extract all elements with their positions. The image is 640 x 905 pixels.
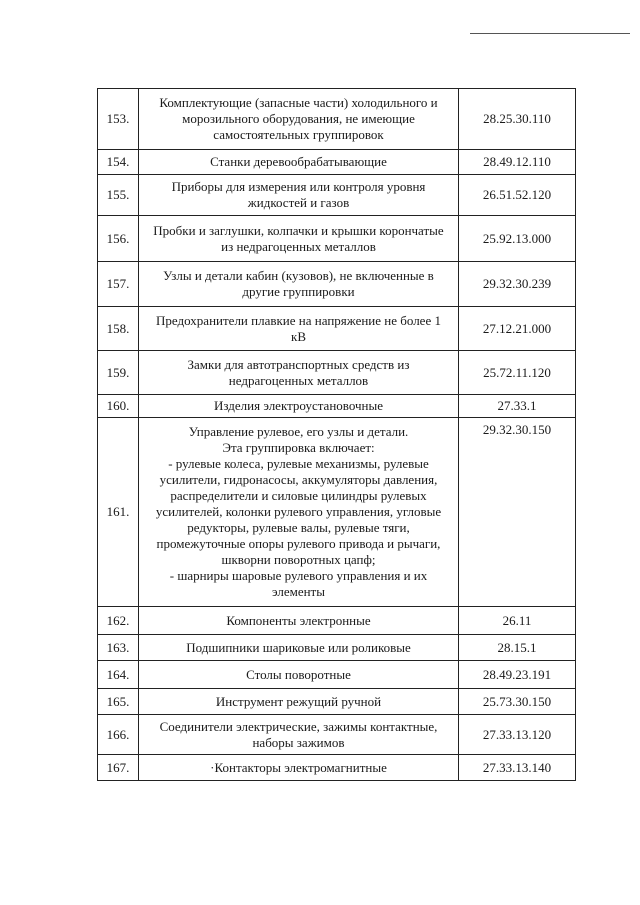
item-name-line: Комплектующие (запасные части) холодильного и bbox=[159, 95, 438, 110]
row-number: 157. bbox=[98, 262, 139, 307]
item-name-line: Изделия электроустановочные bbox=[214, 398, 383, 413]
item-name bbox=[139, 395, 459, 418]
okpd-code: 26.11 bbox=[459, 607, 576, 635]
row-number: 160. bbox=[98, 395, 139, 418]
row-number: 163. bbox=[98, 635, 139, 661]
okpd-code: 27.12.21.000 bbox=[459, 307, 576, 351]
item-name-line: морозильного оборудования, не имеющие bbox=[182, 111, 415, 126]
okpd-code: 28.25.30.110 bbox=[459, 89, 576, 150]
item-name bbox=[139, 351, 459, 395]
row-number: 158. bbox=[98, 307, 139, 351]
row-number: 155. bbox=[98, 175, 139, 216]
row-number: 162. bbox=[98, 607, 139, 635]
okpd-code: 28.49.12.110 bbox=[459, 150, 576, 175]
item-name-line: Управление рулевое, его узлы и детали. bbox=[188, 424, 409, 439]
item-name-line: самостоятельных группировок bbox=[213, 127, 384, 142]
row-number: 161. bbox=[98, 418, 139, 607]
row-number: 165. bbox=[98, 689, 139, 715]
item-name-line: Инструмент режущий ручной bbox=[215, 693, 382, 709]
okpd-code: 26.51.52.120 bbox=[459, 175, 576, 216]
item-name-line: Столы поворотные bbox=[246, 666, 351, 682]
classification-table bbox=[97, 88, 576, 781]
okpd-code: 27.33.13.120 bbox=[459, 715, 576, 755]
item-name-line: промежуточные опоры рулевого привода и рычаги, bbox=[156, 536, 441, 551]
item-name-line: Узлы и детали кабин (кузовов), не включенные в bbox=[163, 268, 434, 283]
item-name-line: жидкостей и газов bbox=[247, 195, 350, 210]
item-name-line: Предохранители плавкие на напряжение не более 1 bbox=[156, 312, 441, 328]
item-name bbox=[139, 216, 459, 262]
item-name-line: Приборы для измерения или контроля уровня bbox=[171, 179, 426, 194]
okpd-code: 28.15.1 bbox=[459, 635, 576, 661]
table-row bbox=[98, 150, 576, 175]
item-name-line: другие группировки bbox=[242, 284, 355, 299]
item-name-line: усилителей, колонки рулевого управления, угловые bbox=[155, 504, 442, 519]
table-row bbox=[98, 262, 576, 307]
table-row bbox=[98, 89, 576, 150]
item-name-line: Пробки и заглушки, колпачки и крышки корончатые bbox=[153, 222, 444, 238]
row-number: 167. bbox=[98, 755, 139, 781]
item-name-line: распределители и силовые цилиндры рулевых bbox=[170, 488, 427, 503]
item-name-line: Станки деревообрабатывающие bbox=[210, 154, 387, 169]
table-row bbox=[98, 351, 576, 395]
table-row bbox=[98, 216, 576, 262]
item-name-line: - рулевые колеса, рулевые механизмы, рулевые bbox=[168, 456, 429, 471]
item-name-line: редукторы, рулевые валы, рулевые тяги, bbox=[187, 520, 410, 535]
item-name-line: из недрагоценных металлов bbox=[221, 238, 376, 254]
item-name-line: Эта группировка включает: bbox=[222, 440, 375, 455]
okpd-code: 25.73.30.150 bbox=[459, 689, 576, 715]
item-name bbox=[139, 661, 459, 689]
item-name bbox=[139, 689, 459, 715]
header-rule bbox=[470, 33, 630, 34]
table-body bbox=[98, 89, 576, 781]
table-row bbox=[98, 395, 576, 418]
okpd-code: 25.92.13.000 bbox=[459, 216, 576, 262]
table-row bbox=[98, 307, 576, 351]
row-number: 164. bbox=[98, 661, 139, 689]
item-name bbox=[139, 755, 459, 781]
item-name-line: элементы bbox=[272, 584, 325, 599]
item-name-line: Компоненты электронные bbox=[226, 612, 371, 628]
okpd-code: 29.32.30.150 bbox=[459, 418, 576, 607]
item-name bbox=[139, 635, 459, 661]
item-name-line: усилители, гидронасосы, аккумуляторы давления, bbox=[159, 472, 438, 487]
row-number: 156. bbox=[98, 216, 139, 262]
item-name bbox=[139, 150, 459, 175]
table-row bbox=[98, 715, 576, 755]
item-name-line: ·Контакторы электромагнитные bbox=[210, 759, 387, 775]
row-number: 166. bbox=[98, 715, 139, 755]
table-row bbox=[98, 755, 576, 781]
item-name-line: кВ bbox=[291, 328, 306, 344]
okpd-code: 28.49.23.191 bbox=[459, 661, 576, 689]
item-name bbox=[139, 307, 459, 351]
okpd-code: 29.32.30.239 bbox=[459, 262, 576, 307]
item-name-line: наборы зажимов bbox=[252, 734, 345, 750]
table-row bbox=[98, 661, 576, 689]
item-name-line: Подшипники шариковые или роликовые bbox=[186, 639, 411, 655]
table-row bbox=[98, 607, 576, 635]
table-row bbox=[98, 635, 576, 661]
item-name-line: - шарниры шаровые рулевого управления и их bbox=[169, 568, 428, 583]
okpd-code: 25.72.11.120 bbox=[459, 351, 576, 395]
okpd-code: 27.33.1 bbox=[459, 395, 576, 418]
row-number: 159. bbox=[98, 351, 139, 395]
item-name bbox=[139, 715, 459, 755]
item-name-line: Замки для автотранспортных средств из bbox=[187, 356, 410, 372]
item-name bbox=[139, 89, 459, 150]
item-name-line: шкворни поворотных цапф; bbox=[221, 552, 376, 567]
table-row bbox=[98, 689, 576, 715]
row-number: 153. bbox=[98, 89, 139, 150]
table-row bbox=[98, 175, 576, 216]
row-number: 154. bbox=[98, 150, 139, 175]
item-name-line: Соединители электрические, зажимы контактные, bbox=[159, 718, 438, 734]
item-name bbox=[139, 175, 459, 216]
item-name bbox=[139, 262, 459, 307]
okpd-code: 27.33.13.140 bbox=[459, 755, 576, 781]
item-name bbox=[139, 607, 459, 635]
item-name bbox=[139, 418, 459, 607]
table-row bbox=[98, 418, 576, 607]
item-name-line: недрагоценных металлов bbox=[228, 372, 369, 388]
